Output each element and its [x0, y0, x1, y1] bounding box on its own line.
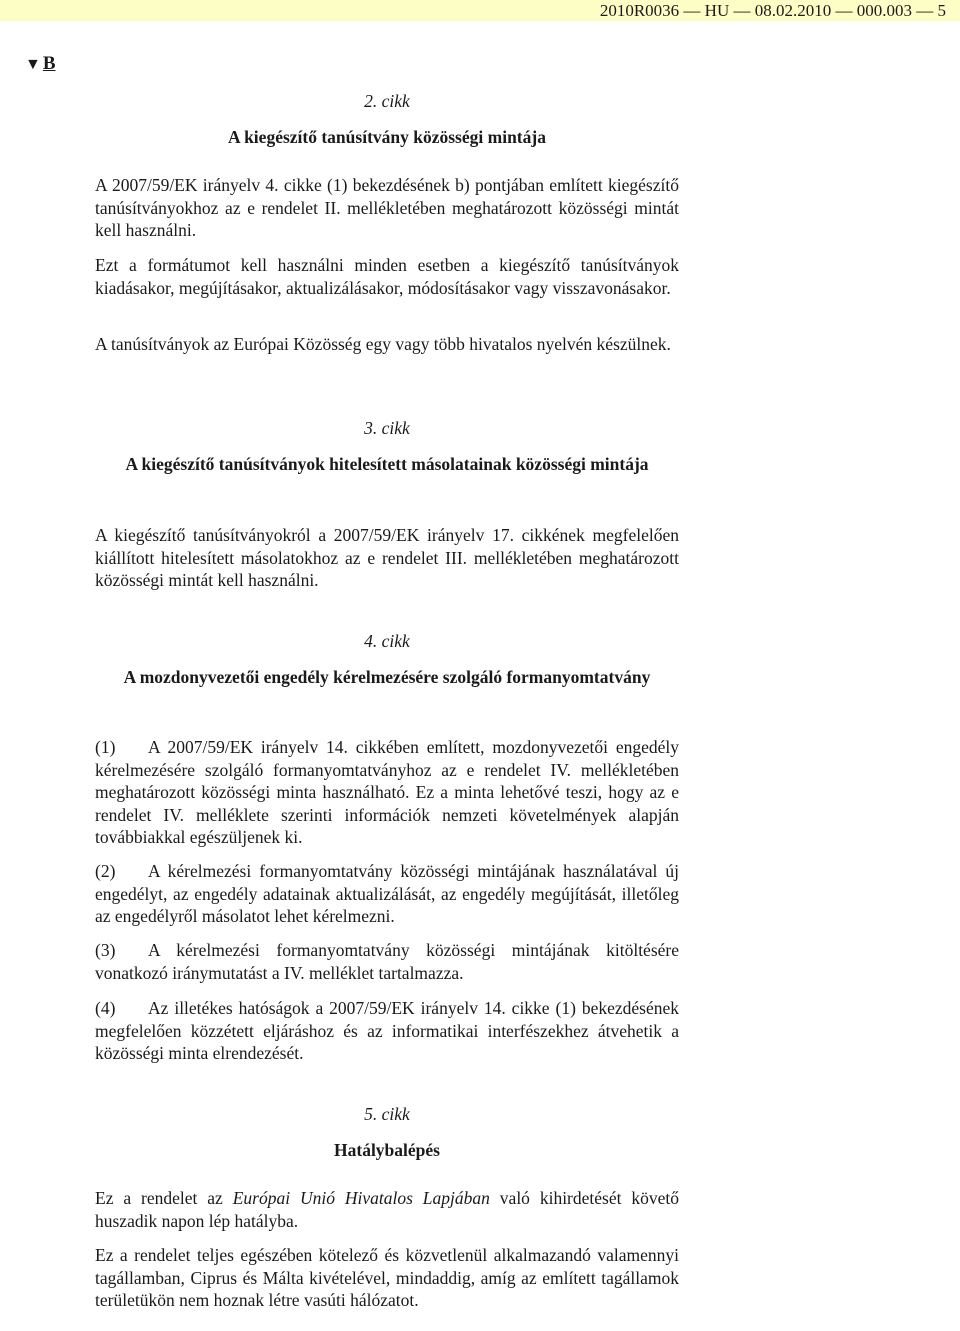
article-5-number: 5. cikk — [364, 1104, 410, 1124]
article-2-number: 2. cikk — [364, 91, 410, 111]
paragraph-text: A kérelmezési formanyomtatvány közösségi mintájának kitöltésére vonatkozó iránymutatást a IV. melléklet tartalmazza. — [95, 940, 679, 983]
paragraph-text: A 2007/59/EK irányelv 14. cikkében említett, mozdonyvezetői engedély kérelmezésére szolgáló formanyomtatványhoz az e rendelet IV. mellékletében meghatározott közösségi minta használható. Ez a minta lehetővé teszi, hogy az e rendelet IV. melléklete szerinti információk nemzeti követelmények alapján továbbiakkal egészüljenek ki. — [95, 737, 679, 847]
article-3-title: A kiegészítő tanúsítványok hitelesített másolatainak közösségi mintája — [125, 454, 649, 474]
article-4-paragraph-4 — [95, 997, 679, 1065]
article-2-title: A kiegészítő tanúsítvány közösségi mintája — [228, 127, 546, 147]
article-4-number: 4. cikk — [364, 631, 410, 651]
paragraph-number: (4) — [95, 998, 116, 1018]
article-5-title: Hatálybalépés — [334, 1140, 440, 1160]
running-head: 2010R0036 — HU — 08.02.2010 — 000.003 — 5 — [599, 1, 946, 20]
paragraph-text: Ez a rendelet az — [95, 1188, 233, 1208]
paragraph-number: (2) — [95, 861, 116, 881]
amendment-code: B — [42, 53, 56, 74]
triangle-down-icon: ▼ — [25, 56, 41, 73]
paragraph-number: (1) — [95, 737, 116, 757]
journal-name: Európai Unió Hivatalos Lapjában — [232, 1188, 490, 1208]
article-2-paragraph-1: A 2007/59/EK irányelv 4. cikke (1) bekezdésének b) pontjában említett kiegészítő tanúsítványokhoz az e rendelet II. mellékletében meghatározott közösségi mintát kell használni. — [95, 175, 679, 240]
article-4-title: A mozdonyvezetői engedély kérelmezésére szolgáló formanyomtatvány — [123, 667, 651, 687]
article-4-paragraph-1 — [95, 736, 679, 849]
amendment-marker — [25, 52, 56, 77]
article-4-paragraph-3 — [95, 939, 679, 984]
paragraph-text: való kihirdetését követő huszadik napon lép hatályba. — [95, 1188, 679, 1231]
article-4-paragraph-2 — [95, 860, 679, 928]
article-5-paragraph-2: Ez a rendelet teljes egészében kötelező és közvetlenül alkalmazandó valamennyi tagállamban, Ciprus és Málta kivételével, mindaddig, amíg az említett tagállamok területükön nem hoznak létre vasúti hálózatot. — [95, 1245, 679, 1310]
article-3-paragraph-1: A kiegészítő tanúsítványokról a 2007/59/EK irányelv 17. cikkének megfelelően kiállított hitelesített másolatokhoz az e rendelet III. mellékletében meghatározott közösségi mintát kell használni. — [95, 525, 679, 590]
article-5-paragraph-1 — [95, 1187, 679, 1232]
paragraph-number: (3) — [95, 940, 116, 960]
article-2-paragraph-2: Ezt a formátumot kell használni minden esetben a kiegészítő tanúsítványok kiadásakor, megújításakor, aktualizálásakor, módosításakor vagy visszavonásakor. — [95, 255, 679, 298]
paragraph-text: Az illetékes hatóságok a 2007/59/EK irányelv 14. cikke (1) bekezdésének megfelelően közzétett eljáráshoz és az informatikai interfészekhez átvehetik a közösségi minta elrendezését. — [95, 998, 679, 1063]
paragraph-text: A kérelmezési formanyomtatvány közösségi mintájának használatával új engedélyt, az engedély adatainak aktualizálását, az engedély megújítását, illetőleg az engedélyről másolatot lehet kérelmezni. — [95, 861, 679, 926]
article-3-number: 3. cikk — [364, 418, 410, 438]
article-2-paragraph-3: A tanúsítványok az Európai Közösség egy vagy több hivatalos nyelvén készülnek. — [95, 334, 671, 354]
